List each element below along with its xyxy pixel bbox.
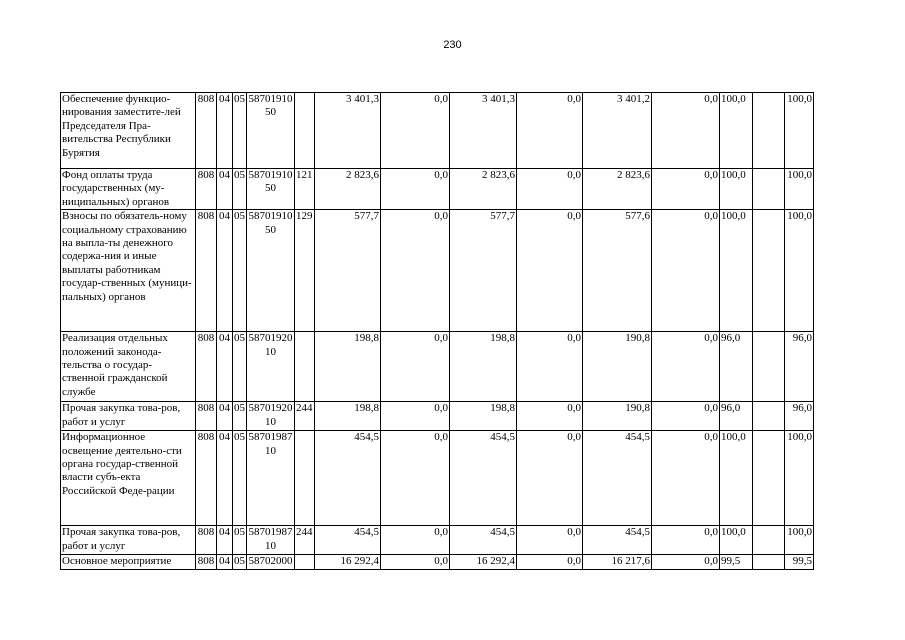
row-expense-type [295,555,315,569]
table-row [61,332,814,402]
row-percent-1: 100,0 [720,93,753,169]
row-razdel: 04 [217,332,233,402]
row-target-article: 5870198710 [247,431,295,526]
row-value-6: 0,0 [652,402,720,431]
row-grbs: 808 [196,169,217,210]
row-empty-cell [753,431,785,526]
row-grbs: 808 [196,93,217,169]
row-value-2: 0,0 [381,402,450,431]
row-grbs: 808 [196,402,217,431]
row-percent-1: 100,0 [720,526,753,555]
row-target-article: 58702000 [248,555,293,568]
row-podrazdel: 05 [233,210,247,332]
row-value-5: 2 823,6 [583,169,652,210]
row-name: Информационное освещение деятельно-сти органа государ-ственной власти субъ-екта Российской Феде-рации [61,431,196,526]
row-empty-cell [753,210,785,332]
row-expense-type [295,93,315,169]
row-razdel: 04 [217,210,233,332]
row-percent-1: 96,0 [720,402,753,431]
row-percent-2: 100,0 [785,526,814,555]
row-percent-2: 100,0 [785,93,814,169]
table-row [61,526,814,555]
row-podrazdel: 05 [234,555,245,568]
row-name: Реализация отдельных положений законода-тельства о государ-ственной гражданской службе [61,332,196,402]
row-podrazdel: 05 [233,402,247,431]
row-grbs: 808 [196,332,217,402]
budget-table [60,92,814,570]
row-value-3: 198,8 [450,332,517,402]
row-razdel: 04 [217,431,233,526]
row-value-4: 0,0 [517,332,583,402]
row-expense-type: 121 [295,169,315,210]
row-grbs: 808 [196,210,217,332]
row-percent-2: 96,0 [785,402,814,431]
row-value-1: 454,5 [315,431,381,526]
row-percent-2: 100,0 [785,169,814,210]
row-value-6: 0,0 [652,93,720,169]
row-value-2: 0,0 [381,210,450,332]
row-grbs: 808 [196,526,217,555]
row-value-4: 0,0 [517,431,583,526]
row-value-1: 198,8 [315,402,381,431]
row-value-6: 0,0 [652,555,720,569]
row-value-3: 577,7 [450,210,517,332]
row-podrazdel: 05 [233,169,247,210]
table-row [61,93,814,169]
row-value-4: 0,0 [517,169,583,210]
table-row [61,555,814,569]
row-name: Прочая закупка това-ров, работ и услуг [61,526,196,555]
row-podrazdel: 05 [233,431,247,526]
row-value-2: 0,0 [381,555,450,569]
row-value-6: 0,0 [652,526,720,555]
row-podrazdel: 05 [233,93,247,169]
row-value-3: 16 292,4 [450,555,517,569]
row-expense-type: 244 [295,402,315,431]
row-value-4: 0,0 [517,526,583,555]
table-row [61,210,814,332]
row-percent-1: 96,0 [720,332,753,402]
row-percent-1: 99,5 [720,555,753,569]
row-value-2: 0,0 [381,526,450,555]
row-value-1: 16 292,4 [315,555,381,569]
table-row [61,431,814,526]
row-empty-cell [753,332,785,402]
row-razdel: 04 [217,555,233,569]
row-value-4: 0,0 [517,555,583,569]
row-percent-2: 99,5 [785,555,814,569]
row-grbs: 808 [196,555,217,569]
row-value-3: 3 401,3 [450,93,517,169]
row-percent-2: 100,0 [785,431,814,526]
page-number: 230 [443,39,462,51]
row-value-5: 3 401,2 [583,93,652,169]
row-value-5: 190,8 [583,332,652,402]
row-value-6: 0,0 [652,332,720,402]
row-target-article: 5870191050 [247,93,295,169]
row-podrazdel: 05 [233,526,247,555]
row-razdel: 04 [217,402,233,431]
row-percent-1: 100,0 [720,169,753,210]
row-value-6: 0,0 [652,431,720,526]
row-value-1: 577,7 [315,210,381,332]
row-value-2: 0,0 [381,332,450,402]
row-target-article: 5870191050 [247,210,295,332]
row-expense-type: 129 [295,210,315,332]
table-row [61,169,814,210]
row-name: Взносы по обязатель-ному социальному страхованию на выпла-ты денежного содержа-ния и иные выплаты работникам государ-ственных (муници-пальных) органов [61,210,196,332]
row-value-2: 0,0 [381,431,450,526]
row-value-5: 16 217,6 [583,555,652,569]
row-name: Основное мероприятие [61,555,196,569]
row-percent-1: 100,0 [720,210,753,332]
row-name: Прочая закупка това-ров, работ и услуг [61,402,196,431]
row-value-1: 198,8 [315,332,381,402]
row-expense-type [295,332,315,402]
row-empty-cell [753,402,785,431]
row-value-3: 454,5 [450,526,517,555]
row-value-3: 454,5 [450,431,517,526]
row-percent-2: 96,0 [785,332,814,402]
row-empty-cell [753,555,785,569]
row-expense-type [295,431,315,526]
row-target-article: 5870192010 [247,402,295,431]
row-grbs: 808 [196,431,217,526]
row-value-1: 2 823,6 [315,169,381,210]
row-empty-cell [753,169,785,210]
row-target-article: 5870198710 [247,526,295,555]
row-value-6: 0,0 [652,210,720,332]
row-name: Обеспечение функцио-нирования заместите-лей Председателя Пра-вительства Республики Бурятия [61,93,196,169]
row-empty-cell [753,526,785,555]
row-value-2: 0,0 [381,93,450,169]
row-razdel: 04 [217,93,233,169]
row-value-6: 0,0 [652,169,720,210]
row-value-1: 3 401,3 [315,93,381,169]
row-razdel: 04 [217,169,233,210]
row-target-article: 5870191050 [247,169,295,210]
row-value-4: 0,0 [517,93,583,169]
row-value-3: 2 823,6 [450,169,517,210]
row-value-4: 0,0 [517,402,583,431]
row-razdel: 04 [217,526,233,555]
row-value-5: 577,6 [583,210,652,332]
row-value-3: 198,8 [450,402,517,431]
row-empty-cell [753,93,785,169]
row-target-article: 5870192010 [247,332,295,402]
row-percent-2: 100,0 [785,210,814,332]
table-row [61,402,814,431]
row-name: Фонд оплаты труда государственных (му-ниципальных) органов [61,169,196,210]
row-value-2: 0,0 [381,169,450,210]
row-value-5: 454,5 [583,526,652,555]
row-value-5: 454,5 [583,431,652,526]
row-value-4: 0,0 [517,210,583,332]
row-value-5: 190,8 [583,402,652,431]
row-value-1: 454,5 [315,526,381,555]
row-podrazdel: 05 [233,332,247,402]
row-percent-1: 100,0 [720,431,753,526]
row-expense-type: 244 [295,526,315,555]
